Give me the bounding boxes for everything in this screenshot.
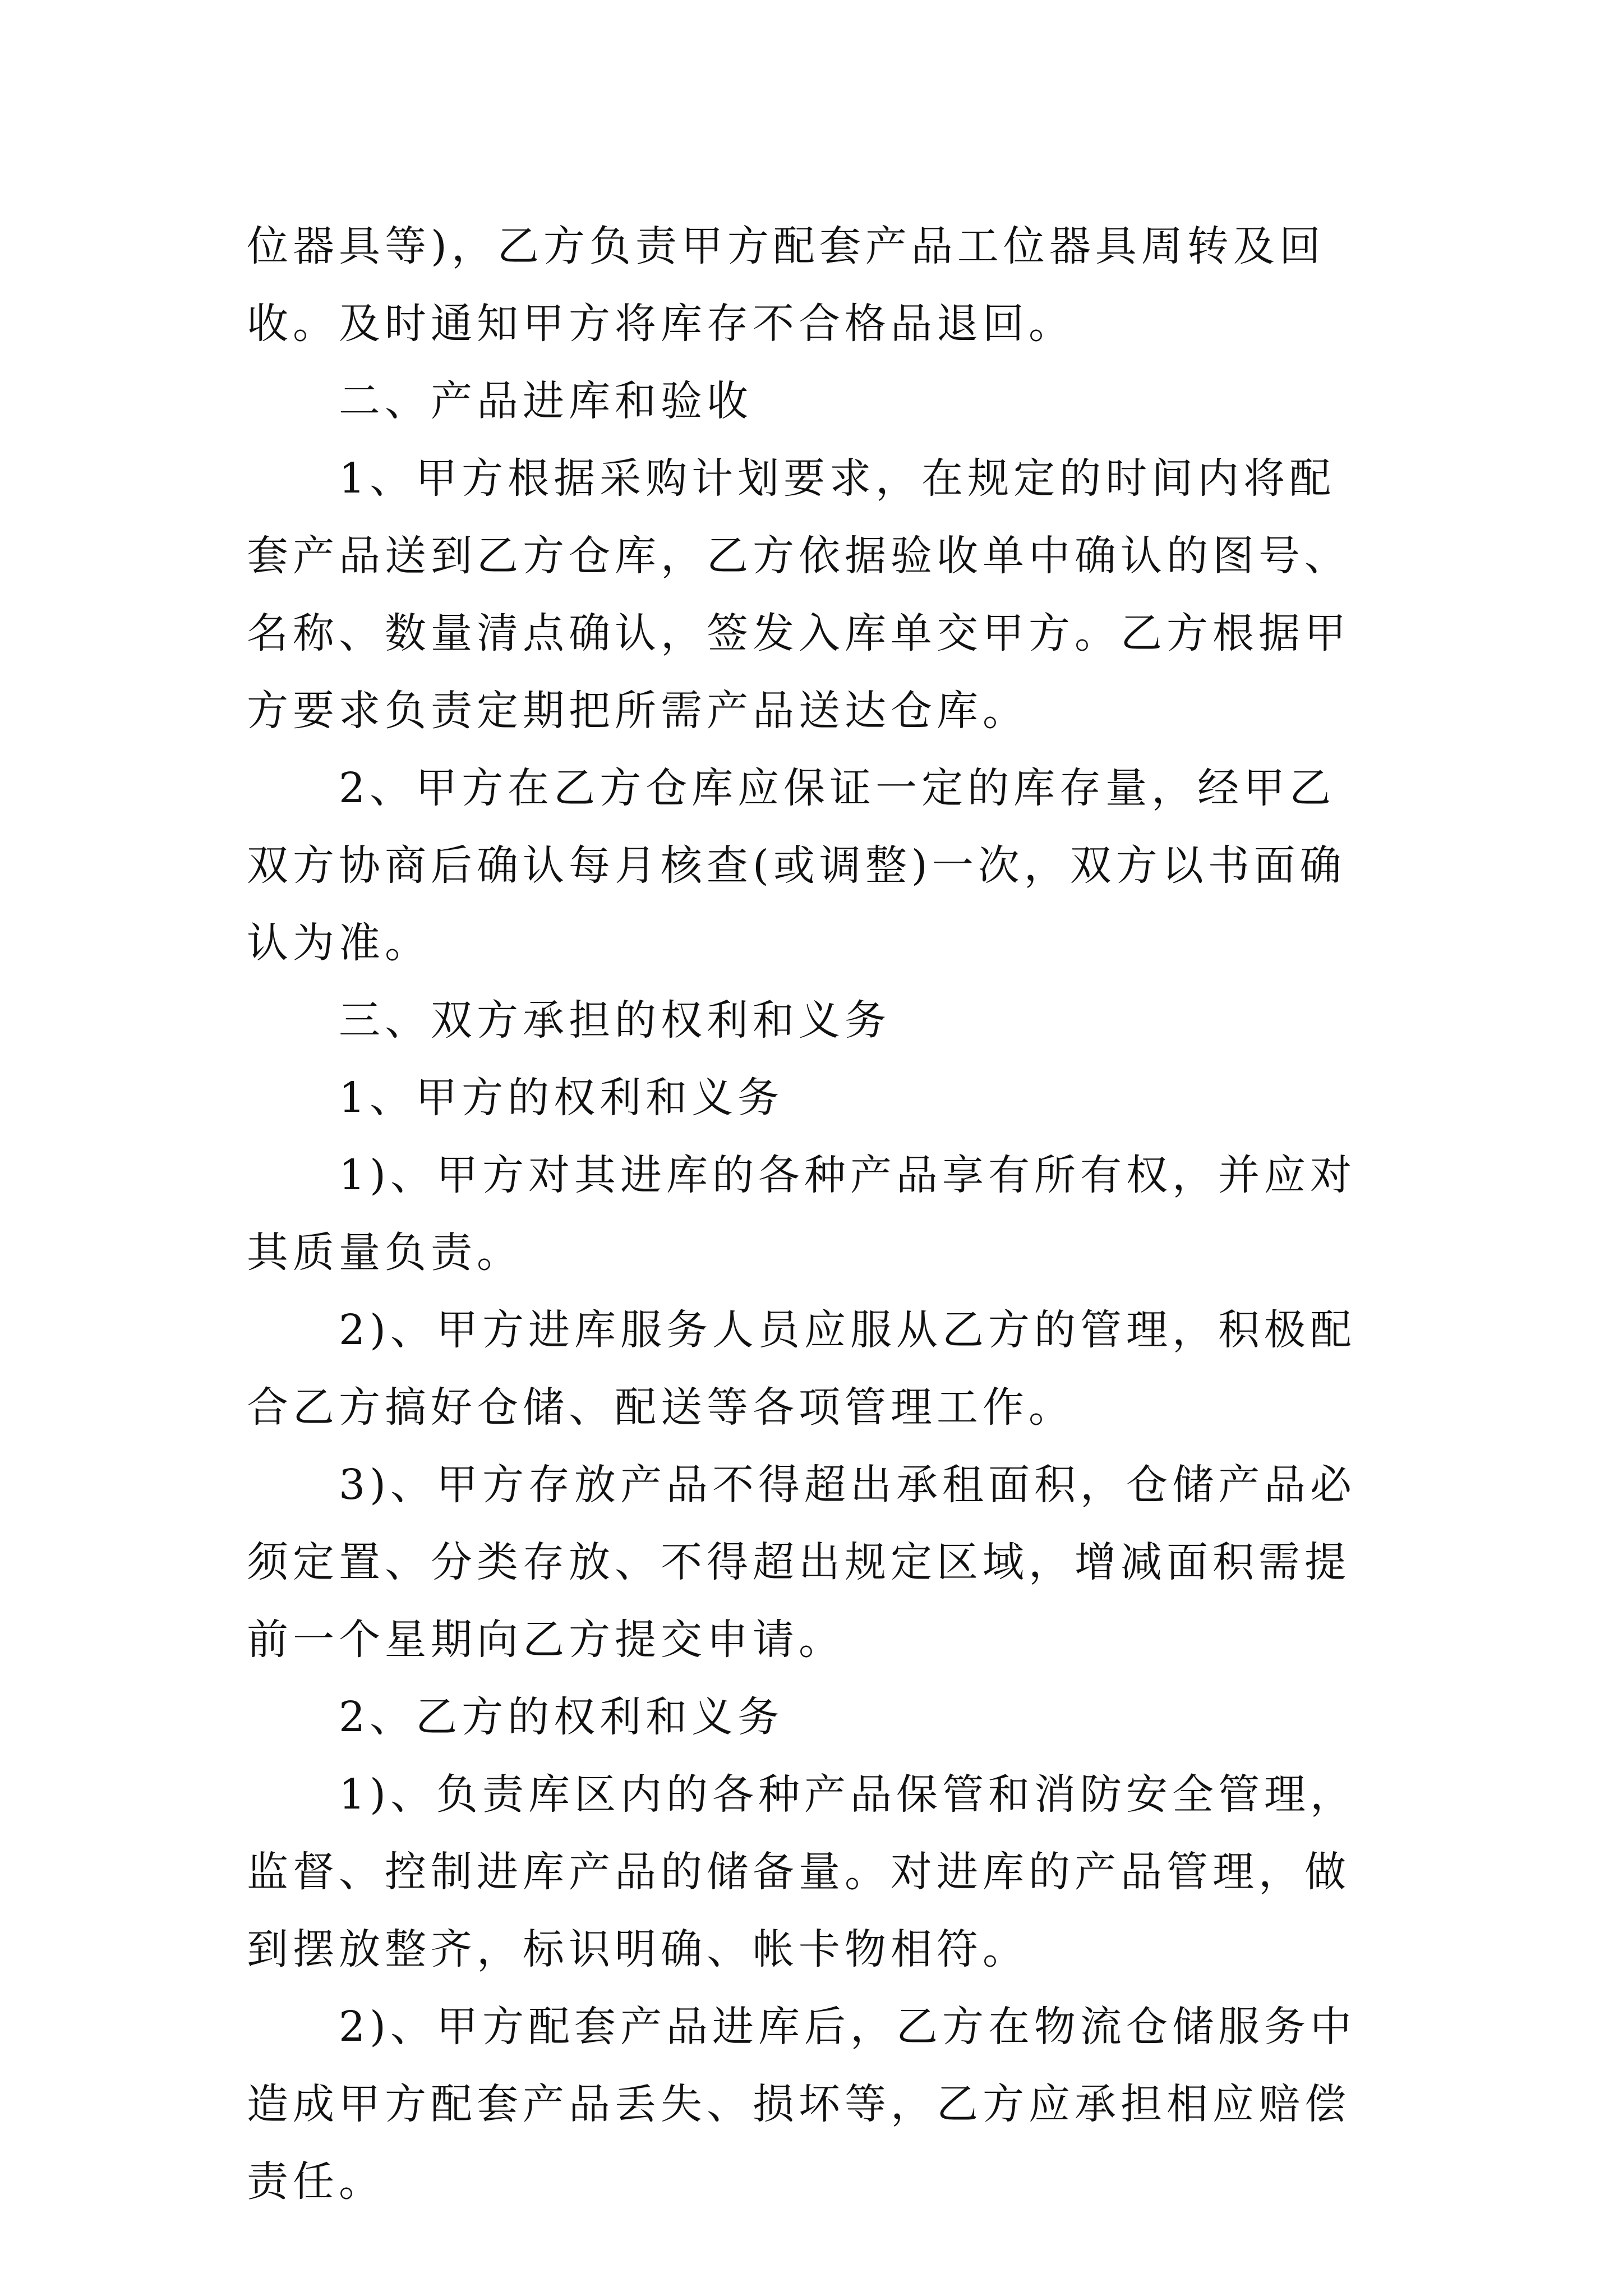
paragraph-3-2-1: 1)、负责库区内的各种产品保管和消防安全管理，监督、控制进库产品的储备量。对进库的产品管理，做到摆放整齐，标识明确、帐卡物相符。 [247, 1770, 1356, 1973]
paragraph-3-1-1: 1)、甲方对其进库的各种产品享有所有权，并应对其质量负责。 [247, 1151, 1356, 1277]
section-heading-3: 三、双方承担的权利和义务 [339, 996, 891, 1045]
paragraph-2-2: 2、甲方在乙方仓库应保证一定的库存量，经甲乙双方协商后确认每月核查(或调整)一次，双方以书面确认为准。 [247, 764, 1346, 967]
subsection-heading-3-1: 1、甲方的权利和义务 [339, 1074, 784, 1122]
paragraph-3-2-2: 2)、甲方配套产品进库后，乙方在物流仓储服务中造成甲方配套产品丢失、损坏等，乙方应承担相应赔偿责任。 [247, 2003, 1356, 2206]
paragraph-2-1: 1、甲方根据采购计划要求，在规定的时间内将配套产品送到乙方仓库，乙方依据验收单中确认的图号、名称、数量清点确认，签发入库单交甲方。乙方根据甲方要求负责定期把所需产品送达仓库。 [247, 454, 1350, 735]
subsection-heading-3-2: 2、乙方的权利和义务 [339, 1693, 784, 1741]
paragraph-3-1-2: 2)、甲方进库服务人员应服从乙方的管理，积极配合乙方搞好仓储、配送等各项管理工作。 [247, 1306, 1356, 1432]
document-body [247, 208, 1380, 2220]
section-heading-2: 二、产品进库和验收 [339, 377, 753, 425]
paragraph-3-1-3: 3)、甲方存放产品不得超出承租面积，仓储产品必须定置、分类存放、不得超出规定区域，增减面积需提前一个星期向乙方提交申请。 [247, 1461, 1356, 1664]
paragraph-continuation: 位器具等)，乙方负责甲方配套产品工位器具周转及回收。及时通知甲方将库存不合格品退回。 [247, 222, 1325, 348]
